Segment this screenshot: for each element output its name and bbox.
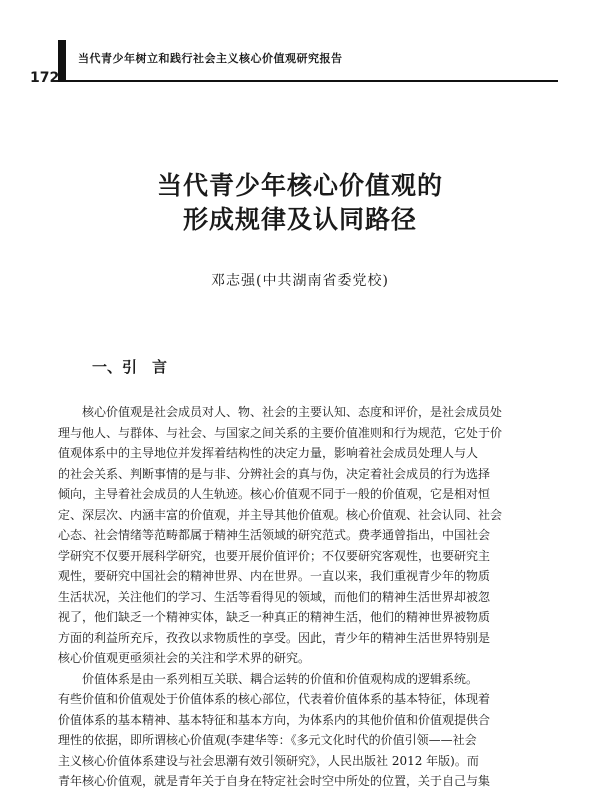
paragraph-1-line: 方面的利益所充斥，孜孜以求物质性的享受。因此，青少年的精神生活世界特别是 bbox=[58, 630, 491, 645]
paragraph-1-line: 生活状况，关注他们的学习、生活等看得见的领域，而他们的精神生活世界却被忽 bbox=[58, 589, 491, 604]
article-title-line-1: 当代青少年核心价值观的 bbox=[156, 171, 443, 200]
body-text bbox=[58, 402, 558, 792]
author-byline: 邓志强(中共湖南省委党校) bbox=[211, 273, 389, 289]
paragraph-1-line: 核心价值观是社会成员对人、物、社会的主要认知、态度和评价，是社会成员处 bbox=[82, 405, 503, 419]
paragraph-1-line: 定、深层次、内涵丰富的价值观，并主导其他价值观。核心价值观、社会认同、社会 bbox=[58, 507, 503, 522]
paragraph-1-line: 核心价值观更亟须社会的关注和学术界的研究。 bbox=[58, 651, 311, 665]
header-rule bbox=[58, 80, 558, 82]
paragraph-2-line: 主义核心价值体系建设与社会思潮有效引领研究》，人民出版社 2012 年版)。而 bbox=[58, 753, 479, 768]
paragraph-1-line: 学研究不仅要开展科学研究，也要开展价值评价；不仅要研究客观性，也要研究主 bbox=[58, 548, 491, 563]
running-header: 当代青少年树立和践行社会主义核心价值观研究报告 bbox=[78, 52, 343, 65]
paragraph-2-line: 有些价值和价值观处于价值体系的核心部位，代表着价值体系的基本特征，体现着 bbox=[58, 692, 491, 706]
paragraph-2-line: 价值体系的基本精神、基本特征和基本方向，为体系内的其他价值和价值观提供合 bbox=[58, 712, 491, 727]
section-heading: 一、引 言 bbox=[92, 358, 168, 376]
paragraph-1-line: 的社会关系、判断事情的是与非、分辨社会的真与伪，决定着社会成员的行为选择 bbox=[58, 466, 491, 481]
paragraph-1-line: 值观体系中的主导地位并发挥着结构性的决定力量，影响着社会成员处理人与人 bbox=[58, 446, 479, 460]
paragraph-1-line: 视了，他们缺乏一个精神实体，缺乏一种真正的精神生活，他们的精神世界被物质 bbox=[58, 610, 491, 624]
paragraph-1-line: 观性，要研究中国社会的精神世界、内在世界。一直以来，我们重视青少年的物质 bbox=[58, 569, 491, 583]
page-number: 172 bbox=[30, 70, 60, 86]
paragraph-1-line: 理与他人、与群体、与社会、与国家之间关系的主要价值准则和行为规范，它处于价 bbox=[58, 425, 503, 440]
article-title-line-2: 形成规律及认同路径 bbox=[182, 205, 417, 234]
paragraph-1-line: 倾向，主导着社会成员的人生轨迹。核心价值观不同于一般的价值观，它是相对恒 bbox=[58, 487, 491, 501]
paragraph-2-line: 青年核心价值观，就是青年关于自身在特定社会时空中所处的位置，关于自己与集 bbox=[58, 774, 491, 788]
paragraph-2-line: 价值体系是由一系列相互关联、耦合运转的价值和价值观构成的逻辑系统。 bbox=[82, 671, 479, 686]
paragraph-1-line: 心态、社会情绪等范畴都属于精神生活领域的研究范式。费孝通曾指出，中国社会 bbox=[58, 528, 491, 542]
paragraph-2-line: 理性的依据，即所谓核心价值观(李建华等：《多元文化时代的价值引领——社会 bbox=[58, 733, 477, 747]
